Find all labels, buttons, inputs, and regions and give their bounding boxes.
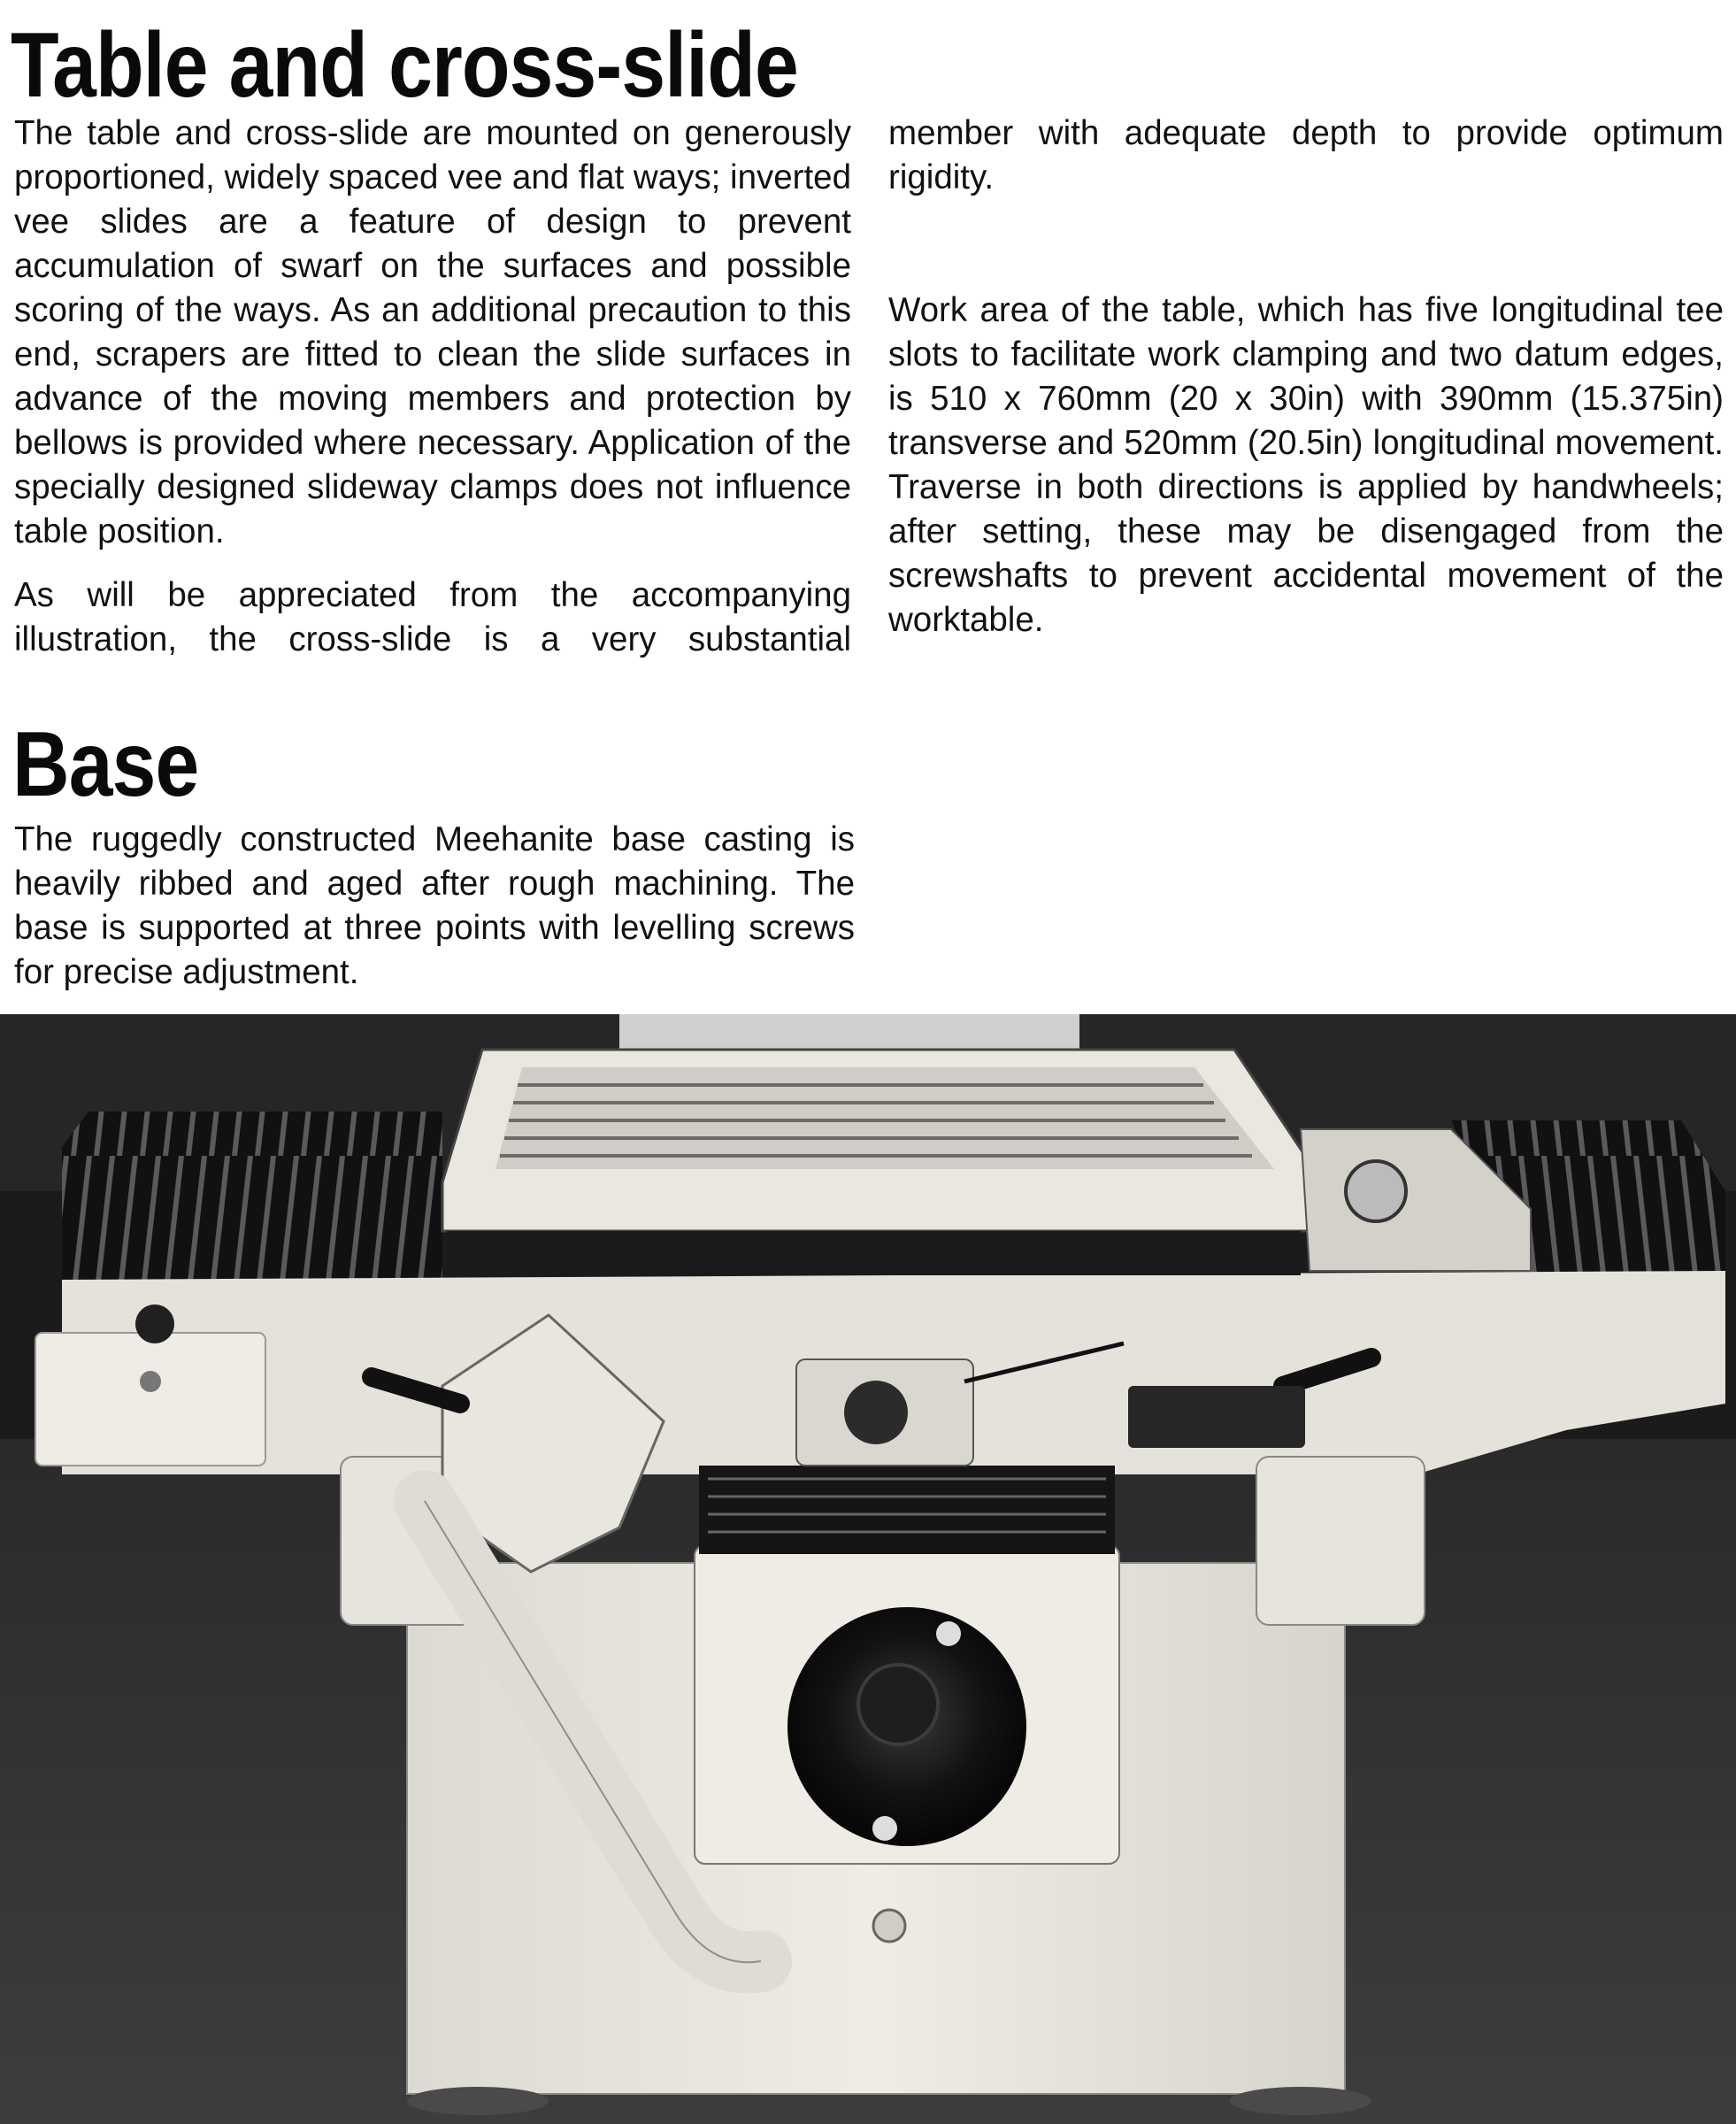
handwheel-handle-icon [936, 1621, 961, 1646]
paragraph-work-area: Work area of the table, which has five longitudinal tee slots to facilitate work clamping and two datum edges, is 510 x 760mm (20 x 30in) with 390mm (15.375in) transverse and 520mm (20.5in) longitudinal movement. Traverse in both directions is applied by handwheels; after setting, these may be disengaged from the screwshafts to prevent accidental movement of the worktable. [888, 291, 1724, 639]
handwheel-small-icon [1346, 1161, 1406, 1221]
handwheel-handle-icon [872, 1816, 897, 1841]
leveling-knob-icon [135, 1304, 174, 1343]
foot-left [407, 2087, 549, 2115]
right-side-block [1256, 1457, 1425, 1625]
table-dark-band [447, 1231, 1301, 1275]
machine-photo [0, 1014, 1736, 2124]
paragraph-table-intro: The table and cross-slide are mounted on generously proportioned, widely spaced vee and flat ways; inverted vee slides are a feature of design to prevent accumulation of swarf on the surfaces and possible scoring of the ways. As an additional precaution to this end, scrapers are fitted to clean the slide surfaces in advance of the moving members and protection by bellows is provided where necessary. Application of the specially designed slideway clamps does not influence table position. [14, 114, 851, 550]
handwheel-hub-icon [858, 1665, 938, 1744]
left-end-bracket [35, 1333, 265, 1466]
foot-right [1230, 2087, 1371, 2115]
table-top-surface [495, 1067, 1274, 1169]
paragraph-cross-slide-start: As will be appreciated from the accompanying illustration, the cross-slide is a very substantial [14, 576, 851, 658]
section-heading-base: Base [12, 713, 199, 816]
text-column-right [888, 112, 1724, 643]
control-pad [1128, 1386, 1305, 1448]
paragraph-base: The ruggedly constructed Meehanite base casting is heavily ribbed and aged after rough machining. The base is supported at three points with levelling screws for precise adjustment. [14, 820, 855, 991]
bolt-icon [140, 1371, 161, 1392]
section-heading-table: Table and cross-slide [11, 14, 798, 117]
text-column-left [14, 112, 851, 662]
left-bellows [62, 1112, 442, 1280]
access-hole-icon [873, 1910, 905, 1942]
text-column-base [14, 818, 855, 995]
paragraph-cross-slide-end: member with adequate depth to provide optimum rigidity. [888, 114, 1724, 196]
dial-icon [844, 1381, 908, 1444]
background-light [619, 1014, 1079, 1050]
